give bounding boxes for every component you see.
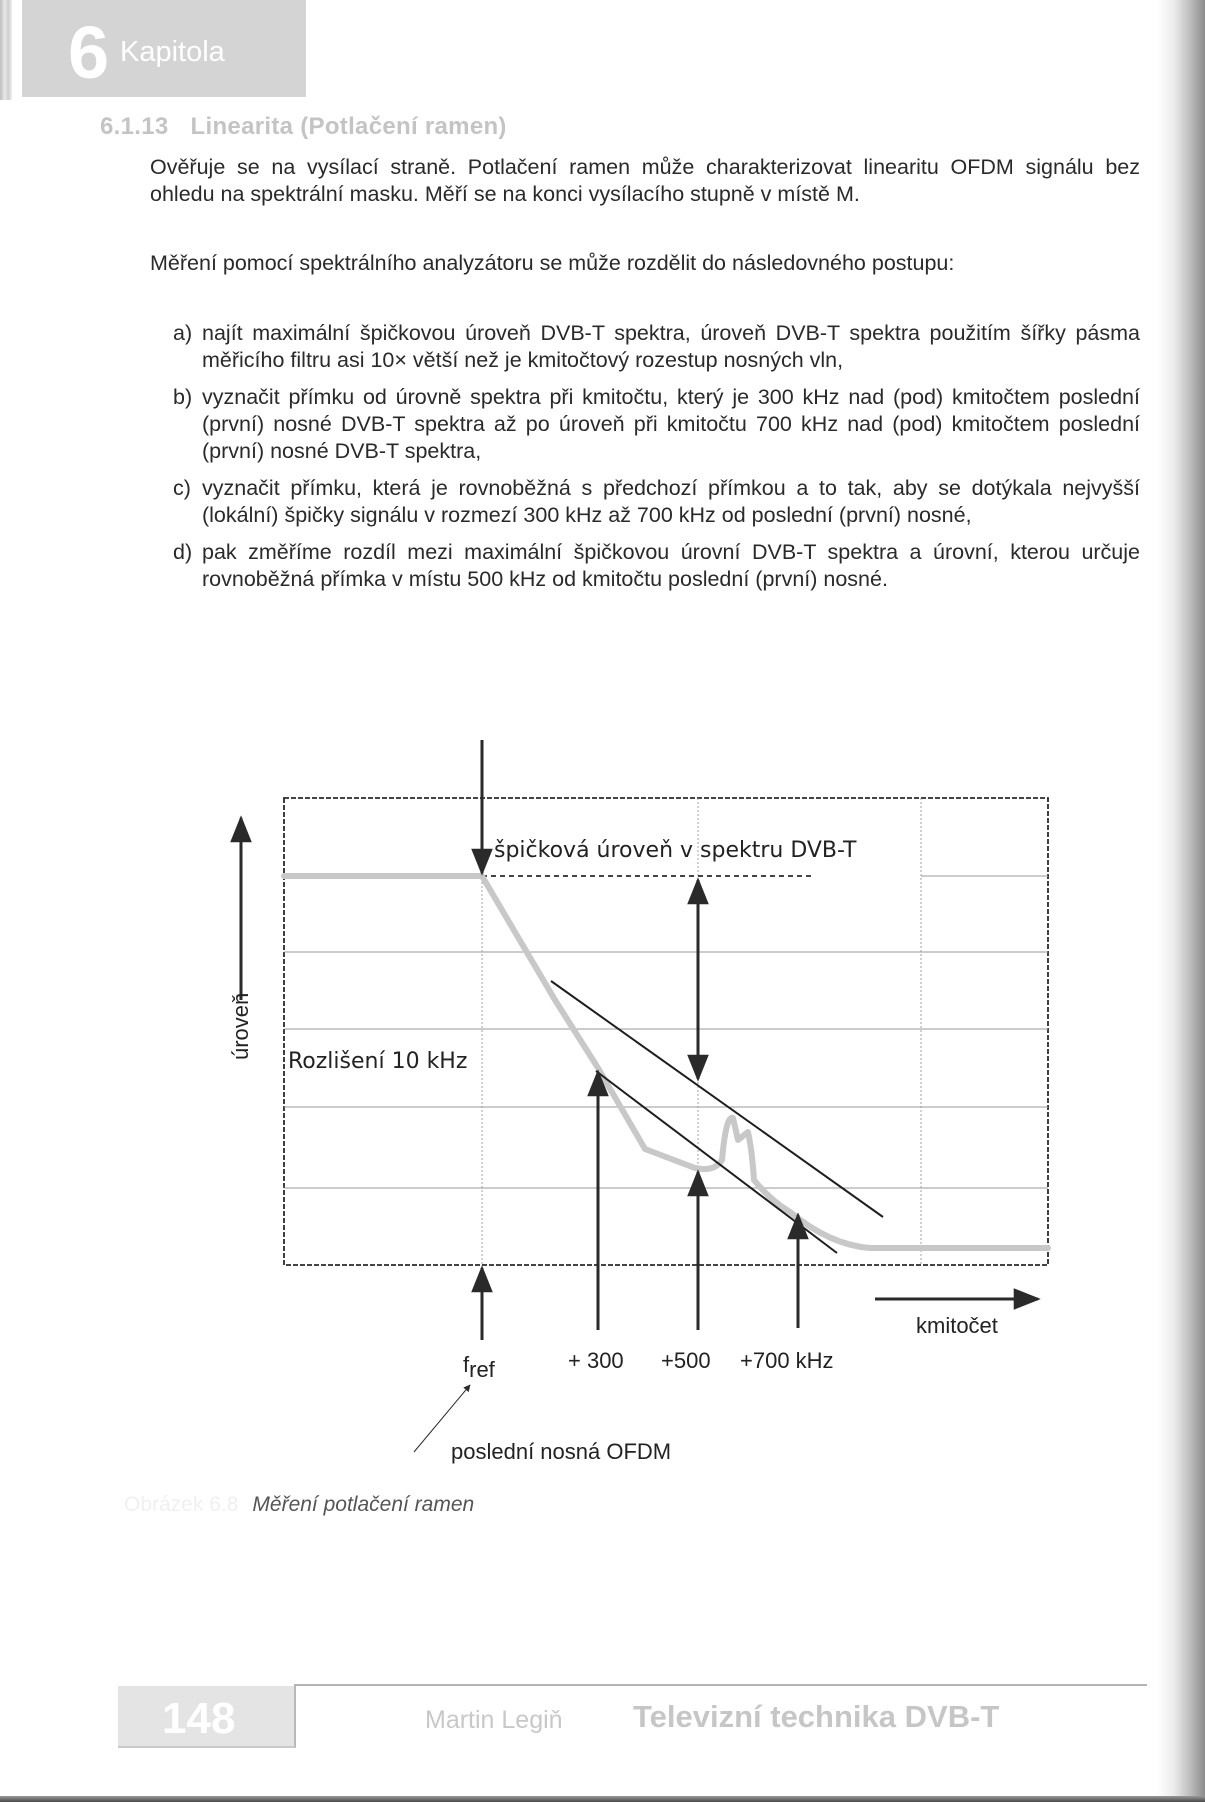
resolution-label: Rozlišení 10 kHz [288, 1049, 468, 1074]
figure-caption [124, 1493, 474, 1517]
procedure-paragraph: Měření pomocí spektrálního analyzátoru se může rozdělit do následovného postupu: [150, 251, 955, 275]
footer-book-title: Televizní technika DVB-T [633, 1699, 1000, 1734]
fref-label [463, 1352, 496, 1382]
plus500-label: +500 [661, 1348, 711, 1373]
plus700-label: +700 kHz [740, 1348, 834, 1373]
section-title: Linearita (Potlačení ramen) [190, 113, 507, 140]
footer-author: Martin Legiň [425, 1706, 563, 1734]
last-carrier-label: poslední nosná OFDM [451, 1439, 672, 1464]
upper-parallel-line [551, 981, 883, 1217]
section-number: 6.1.13 [100, 113, 169, 140]
step-text: vyznačit přímku od úrovně spektra při kmitočtu, který je 300 kHz nad (pod) kmitočtem poslední (první) nosné DVB-T spektra až po úroveň při kmitočtu 700 kHz nad (pod) kmitočtem poslední (první) nosné DVB-T spektra, [202, 385, 1140, 463]
fref-subscript: ref [469, 1357, 495, 1382]
step-marker: a) [173, 321, 193, 345]
intro-paragraph: Ověřuje se na vysílací straně. Potlačení ramen může charakterizovat linearitu OFDM signálu bez ohledu na spektrální masku. Měří se na konci vysílacího stupně v místě M. [150, 155, 1140, 206]
step-marker: b) [173, 385, 193, 409]
y-axis-label: úroveň [228, 992, 253, 1060]
step-text: vyznačit přímku, která je rovnoběžná s předchozí přímkou a to tak, aby se dotýkala nejvyšší (lokální) špičky signálu v rozmezí 300 kHz až 700 kHz od poslední (první) nosné, [202, 476, 1140, 527]
figure-number: Obrázek 6.8 [124, 1493, 239, 1516]
figure-title: Měření potlačení ramen [252, 1493, 475, 1516]
chapter-label: Kapitola [120, 36, 225, 68]
plus300-label: + 300 [568, 1348, 624, 1373]
footer-rule [294, 1684, 1147, 1686]
peak-level-label: špičková úroveň v spektru DVB-T [494, 838, 857, 863]
page-number: 148 [162, 1694, 236, 1743]
chapter-number: 6 [68, 11, 110, 94]
x-axis-label: kmitočet [916, 1313, 998, 1338]
step-text: najít maximální špičkovou úroveň DVB-T spektra, úroveň DVB-T spektra použitím šířky pásma měřicího filtru asi 10× větší než je kmitočtový rozestup nosných vln, [202, 321, 1140, 372]
step-marker: d) [173, 540, 193, 564]
step-text: pak změříme rozdíl mezi maximální špičkovou úrovní DVB-T spektra a úrovní, kterou určuje rovnoběžná přímka v místu 500 kHz od kmitočtu poslední (první) nosné. [202, 540, 1140, 591]
plot-frame [284, 798, 1048, 1265]
step-marker: c) [173, 476, 191, 500]
grid [284, 798, 1048, 1265]
fref-main: f [463, 1352, 470, 1377]
